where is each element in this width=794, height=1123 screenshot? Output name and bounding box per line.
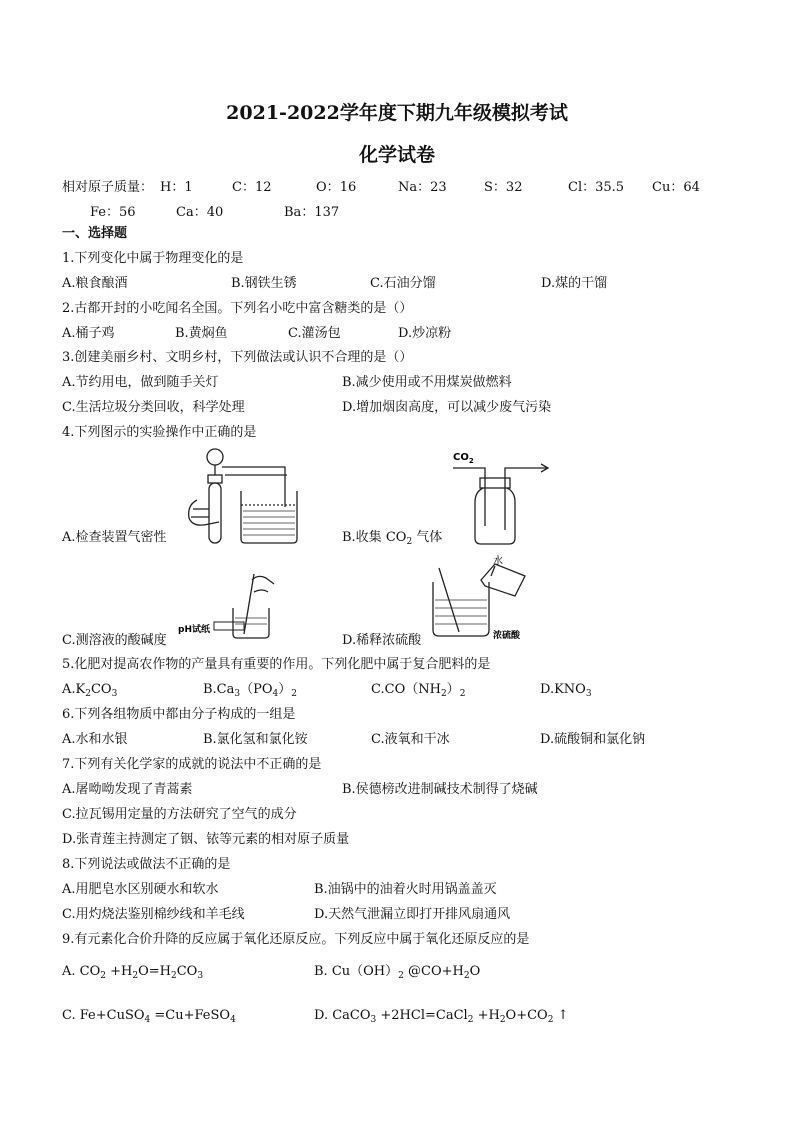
- atomic-mass-o: O：16: [316, 180, 357, 195]
- atomic-mass-ba: Ba：137: [284, 205, 340, 220]
- option-d: D.增加烟囱高度，可以减少废气污染: [342, 400, 552, 415]
- option-a: A.节约用电，做到随手关灯: [62, 375, 219, 390]
- option-a: $A.K_2CO_3$: [62, 682, 118, 699]
- option-a: A.用肥皂水区别硬水和软水: [62, 882, 219, 897]
- question-stem: 9.有元素化合价升降的反应属于氧化还原反应。下列反应中属于氧化还原反应的是: [62, 932, 530, 947]
- option-b: B.钢铁生锈: [231, 276, 297, 291]
- option-b: $B.Ca_3(PO_4)_2$: [203, 682, 298, 699]
- option-a: A. $CO_2 +H_2O=H_2CO_3$: [62, 964, 204, 981]
- option-a: A.检查装置气密性: [62, 530, 167, 545]
- option-c: $C.CO(NH_2)_2$: [371, 682, 466, 699]
- water-label: 水: [493, 556, 503, 567]
- option-d: D.张青莲主持测定了铟、铱等元素的相对原子质量: [62, 832, 350, 847]
- option-c: C.生活垃圾分类回收，科学处理: [62, 400, 245, 415]
- question-stem: 6.下列各组物质中都由分子构成的一组是: [62, 707, 296, 722]
- option-c: C.测溶液的酸碱度: [62, 633, 167, 648]
- option-b: B.油锅中的油着火时用锅盖盖灭: [314, 882, 497, 897]
- option-d: D.煤的干馏: [541, 276, 608, 291]
- option-b: B.黄焖鱼: [175, 326, 228, 341]
- question-stem: 8.下列说法或做法不正确的是: [62, 857, 231, 872]
- option-a: A.粮食酿酒: [62, 276, 128, 291]
- atomic-mass-fe: Fe：56: [90, 205, 136, 220]
- airtightness-check-figure: [175, 445, 325, 550]
- option-a: A.屠呦呦发现了青蒿素: [62, 782, 193, 797]
- collect-co2-figure: [445, 448, 555, 548]
- option-b: B.减少使用或不用煤炭做燃料: [342, 375, 512, 390]
- option-b: B.氯化氢和氯化铵: [203, 732, 308, 747]
- atomic-mass-cl: Cl：35.5: [568, 180, 625, 195]
- dilute-acid-figure: [425, 552, 555, 647]
- option-c: C.用灼烧法鉴别棉纱线和羊毛线: [62, 907, 245, 922]
- question-stem: 2.古都开封的小吃闻名全国。下列名小吃中富含糖类的是（）: [62, 301, 413, 316]
- atomic-masses-label: 相对原子质量：: [62, 180, 154, 195]
- option-d: $D.KNO_3$: [540, 682, 592, 699]
- atomic-mass-c: C：12: [232, 180, 272, 195]
- question-stem: 7.下列有关化学家的成就的说法中不正确的是: [62, 757, 322, 772]
- option-a: A.水和水银: [62, 732, 128, 747]
- option-d: D.硫酸铜和氯化钠: [540, 732, 646, 747]
- exam-title: 2021-2022学年度下期九年级模拟考试: [226, 102, 568, 124]
- atomic-mass-cu: Cu：64: [652, 180, 700, 195]
- option-d: D.稀释浓硫酸: [342, 633, 422, 648]
- option-c: C.液氧和干冰: [371, 732, 450, 747]
- co2-label: $CO_2$: [453, 452, 474, 465]
- question-stem: 3.创建美丽乡村、文明乡村，下列做法或认识不合理的是（）: [62, 350, 413, 365]
- option-b: B.侯德榜改进制碱技术制得了烧碱: [342, 782, 538, 797]
- atomic-mass-na: Na：23: [398, 180, 447, 195]
- option-a: A.桶子鸡: [62, 326, 115, 341]
- question-stem: 4.下列图示的实验操作中正确的是: [62, 425, 257, 440]
- exam-subject: 化学试卷: [358, 144, 435, 166]
- section-heading: 一、选择题: [62, 226, 128, 241]
- option-c: C.拉瓦锡用定量的方法研究了空气的成分: [62, 807, 297, 822]
- option-c: C. Fe+CuSO$_4$ =Cu+FeSO$_4$: [62, 1008, 236, 1025]
- option-b: B.收集 $CO_2$ 气体: [342, 530, 443, 547]
- option-d: D. CaCO$_3$ +2HCl=CaCl$_2$ $+H_2O+CO_2$ ↑: [314, 1008, 569, 1025]
- atomic-mass-h: H：1: [160, 180, 193, 195]
- atomic-mass-ca: Ca：40: [176, 205, 224, 220]
- question-stem: 5.化肥对提高农作物的产量具有重要的作用。下列化肥中属于复合肥料的是: [62, 657, 491, 672]
- ph-test-figure: [178, 570, 288, 645]
- option-d: D.炒凉粉: [398, 326, 452, 341]
- atomic-mass-s: S：32: [484, 180, 523, 195]
- option-c: C.灌汤包: [288, 326, 341, 341]
- option-d: D.天然气泄漏立即打开排风扇通风: [314, 907, 511, 922]
- option-b: B. $Cu(OH)_2$ $@CO+H_2O$: [314, 964, 481, 981]
- option-c: C.石油分馏: [370, 276, 436, 291]
- question-stem: 1.下列变化中属于物理变化的是: [62, 251, 244, 266]
- acid-label: 浓硫酸: [493, 631, 521, 641]
- ph-paper-label: pH试纸: [178, 625, 210, 635]
